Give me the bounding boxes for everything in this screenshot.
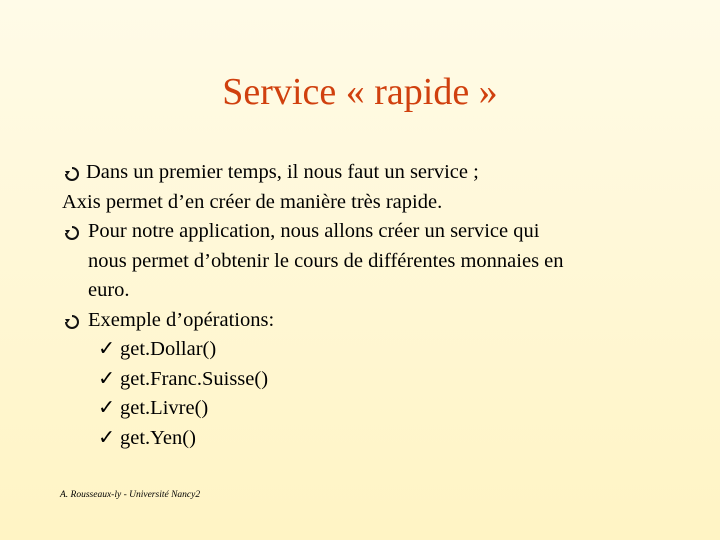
method-label: get.Livre() (120, 397, 209, 419)
checkmark-icon: ✓ (98, 426, 116, 449)
bullet-3-line-1 (62, 306, 682, 336)
bullet-2-text-1: Pour notre application, nous allons créer un service qui (88, 220, 540, 242)
method-item (62, 394, 682, 424)
checkmark-icon: ✓ (98, 338, 116, 360)
method-label: get.Franc.Suisse() (120, 367, 269, 390)
bullet-1-line-1 (62, 158, 682, 188)
bullet-1-text-2: Axis permet d’en créer de manière très rapide. (62, 190, 443, 213)
method-label: get.Yen() (120, 426, 196, 449)
checkmark-icon: ✓ (98, 397, 116, 419)
slide-footer: A. Rousseaux-ly - Université Nancy2 (60, 490, 201, 500)
method-item (62, 365, 682, 395)
bullet-1-line-2 (62, 188, 682, 218)
bullet-2-text-3: euro. (88, 279, 130, 301)
checkmark-icon: ✓ (98, 367, 116, 390)
bullet-1-text-1: Dans un premier temps, il nous faut un service ; (86, 161, 479, 183)
bullet-2-line-2 (62, 247, 682, 277)
bullet-3-text-1: Exemple d’opérations: (88, 308, 275, 331)
bullet-2-line-3 (62, 276, 682, 306)
method-item (62, 424, 682, 454)
bullet-2-text-2: nous permet d’obtenir le cours de différentes monnaies en (88, 249, 564, 272)
bullet-2-line-1 (62, 217, 682, 247)
slide-title: Service « rapide » (222, 71, 498, 113)
method-item (62, 335, 682, 365)
slide-body (62, 158, 682, 453)
method-label: get.Dollar() (120, 338, 217, 360)
